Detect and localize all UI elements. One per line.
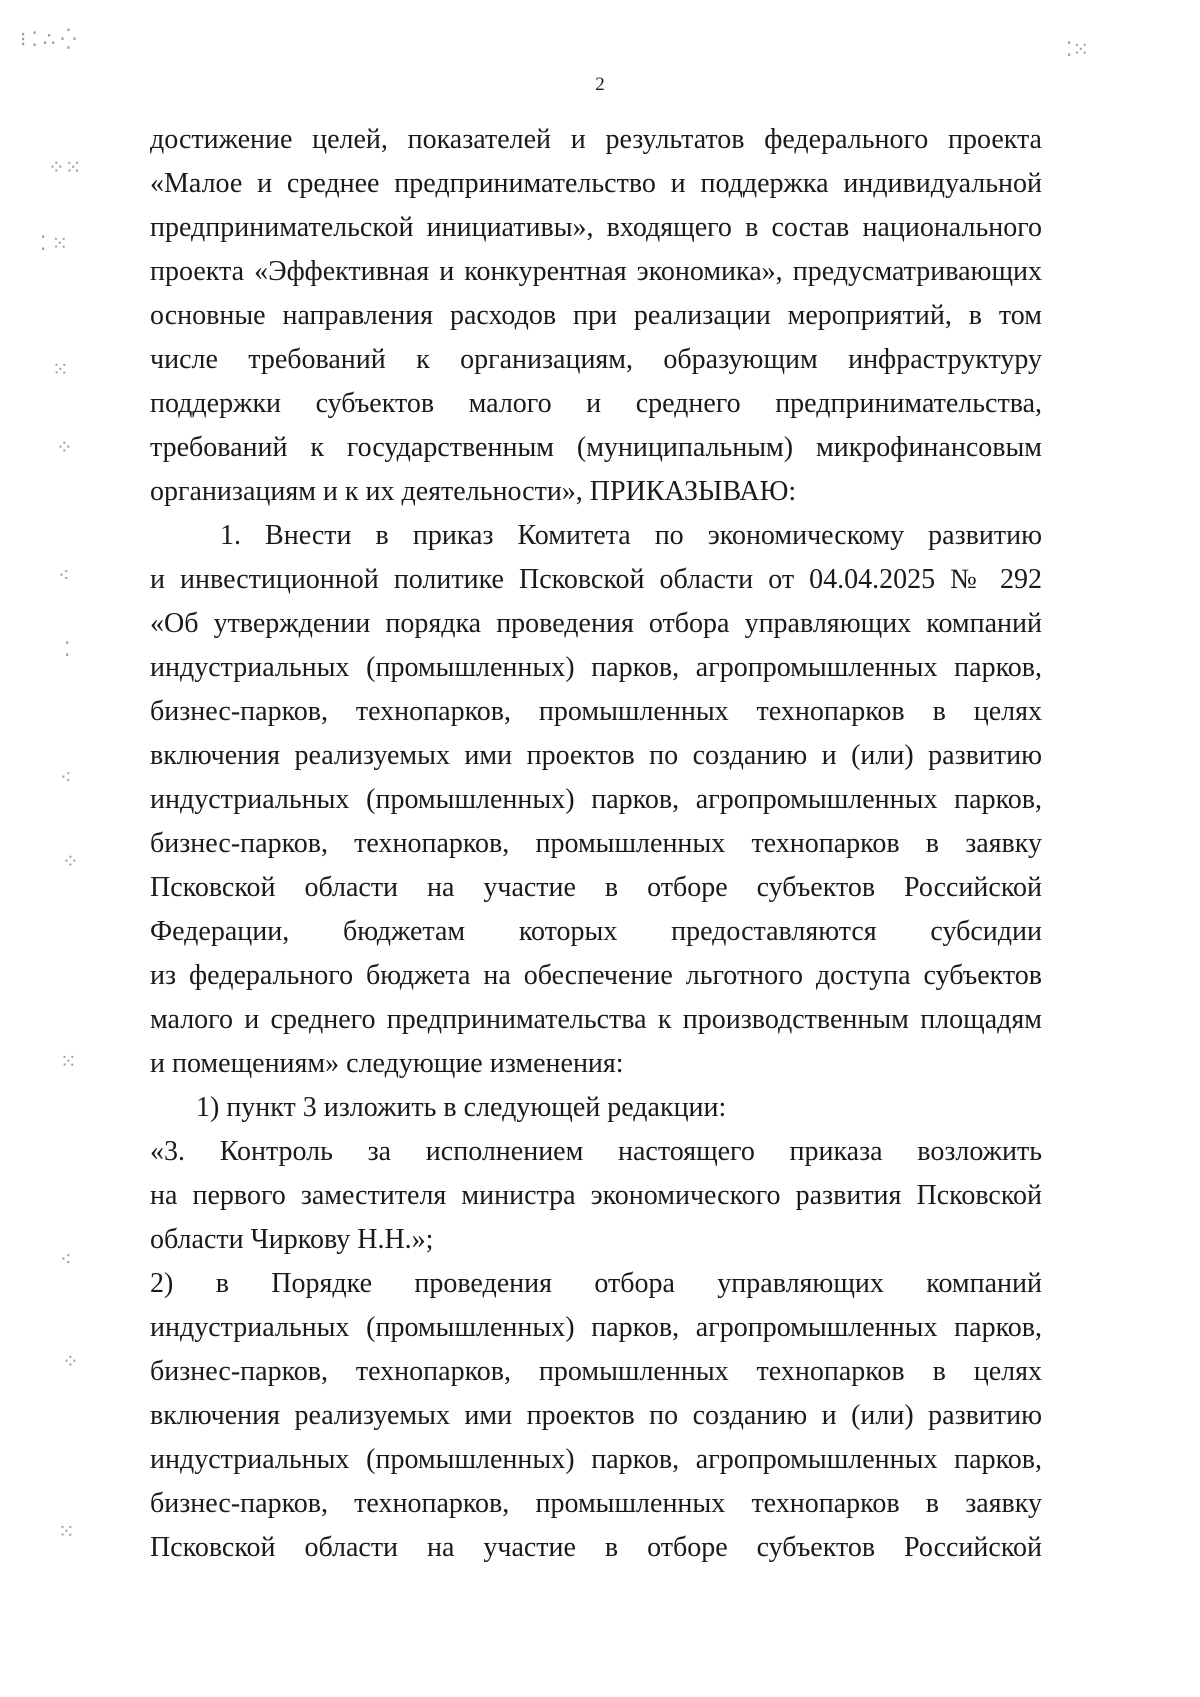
text-line: Федерации, бюджетам которых предоставляются субсидии (150, 916, 1042, 947)
text-line: проекта «Эффективная и конкурентная экономика», предусматривающих (150, 256, 1042, 287)
text-line: Псковской области на участие в отборе субъектов Российской (150, 872, 1042, 903)
text-line: малого и среднего предпринимательства к производственным площадям (150, 1004, 1042, 1035)
scan-noise: ⁙ (60, 1051, 77, 1073)
text-line: включения реализуемых ими проектов по созданию и (или) развитию (150, 740, 1042, 771)
scan-noise: ⁚ (64, 639, 71, 661)
text-line: «3. Контроль за исполнением настоящего приказа возложить (150, 1136, 1042, 1167)
text-line: числе требований к организациям, образующим инфраструктуру (150, 344, 1042, 375)
scan-noise: ⁘ (62, 1351, 79, 1373)
text-line: поддержки субъектов малого и среднего предпринимательства, (150, 388, 1042, 419)
text-line: из федерального бюджета на обеспечение льготного доступа субъектов (150, 960, 1042, 991)
text-line: индустриальных (промышленных) парков, агропромышленных парков, (150, 1444, 1042, 1475)
scan-noise: ⁖ (60, 767, 72, 789)
text-line: бизнес-парков, технопарков, промышленных технопарков в заявку (150, 1488, 1042, 1519)
scan-noise: ⁚⁙ (1066, 39, 1090, 61)
page-number: 2 (595, 74, 605, 95)
scan-noise: ⁘⁙ (48, 157, 82, 179)
text-line: области Чиркову Н.Н.»; (150, 1224, 434, 1255)
text-line: «Об утверждении порядка проведения отбора управляющих компаний (150, 608, 1042, 639)
text-line: Псковской области на участие в отборе субъектов Российской (150, 1532, 1042, 1563)
text-line: 1) пункт 3 изложить в следующей редакции: (196, 1092, 727, 1123)
text-line: индустриальных (промышленных) парков, агропромышленных парков, (150, 1312, 1042, 1343)
text-line: бизнес-парков, технопарков, промышленных технопарков в заявку (150, 828, 1042, 859)
scan-noise: ⁖ (60, 1249, 72, 1271)
text-line: требований к государственным (муниципальным) микрофинансовым (150, 432, 1042, 463)
text-line: и инвестиционной политике Псковской области от 04.04.2025 № 292 (150, 564, 1042, 595)
document-body (150, 118, 1042, 1570)
scan-noise: ⁝ ⁚ ∴ ⁛ (20, 29, 77, 51)
text-line: «Малое и среднее предпринимательство и поддержка индивидуальной (150, 168, 1042, 199)
text-line: и помещениям» следующие изменения: (150, 1048, 624, 1079)
scan-noise: ⁘ (62, 851, 79, 873)
text-line: на первого заместителя министра экономического развития Псковской (150, 1180, 1042, 1211)
text-line: основные направления расходов при реализации мероприятий, в том (150, 300, 1042, 331)
text-line: бизнес-парков, технопарков, промышленных технопарков в целях (150, 696, 1042, 727)
text-line: индустриальных (промышленных) парков, агропромышленных парков, (150, 652, 1042, 683)
scan-noise: ⁚ ⁙ (40, 233, 69, 255)
text-line: предпринимательской инициативы», входящего в состав национального (150, 212, 1042, 243)
text-line: 2) в Порядке проведения отбора управляющих компаний (150, 1268, 1042, 1299)
text-line: достижение целей, показателей и результатов федерального проекта (150, 124, 1042, 155)
scan-noise: ⁙ (52, 359, 69, 381)
scan-noise: ⁘ (56, 437, 73, 459)
scan-noise: ⁙ (58, 1521, 75, 1543)
text-line: индустриальных (промышленных) парков, агропромышленных парков, (150, 784, 1042, 815)
text-line: бизнес-парков, технопарков, промышленных технопарков в целях (150, 1356, 1042, 1387)
text-line: 1. Внести в приказ Комитета по экономическому развитию (220, 520, 1042, 551)
text-line: организациям и к их деятельности», ПРИКАЗЫВАЮ: (150, 476, 797, 507)
scan-noise: ⁖ (58, 565, 70, 587)
text-line: включения реализуемых ими проектов по созданию и (или) развитию (150, 1400, 1042, 1431)
